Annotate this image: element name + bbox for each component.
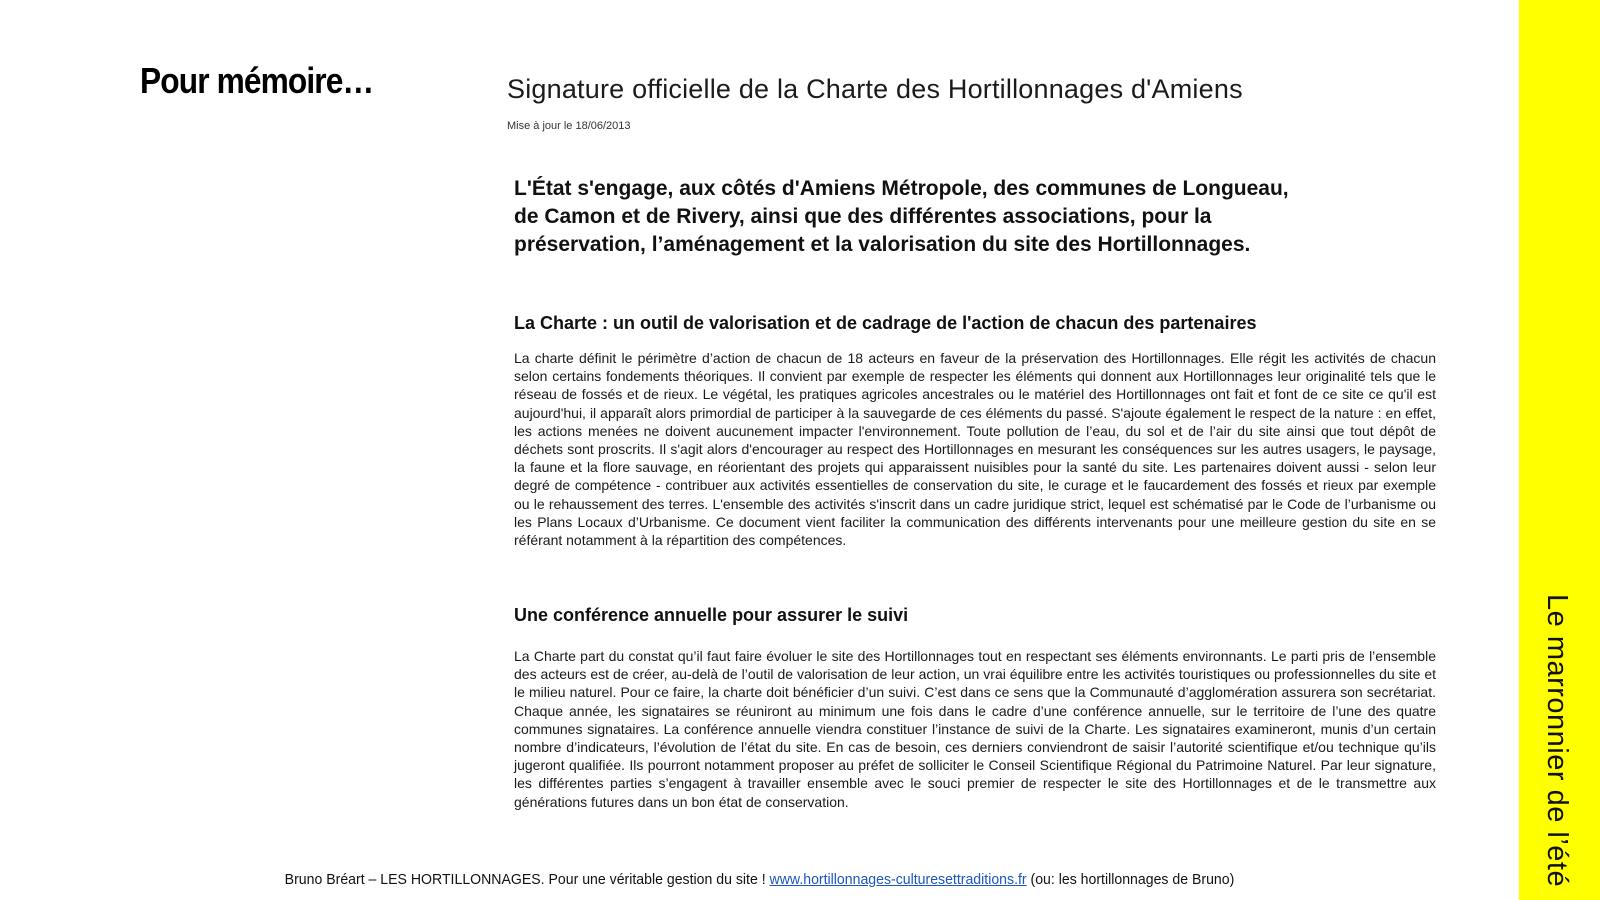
- section-1-title: La Charte : un outil de valorisation et de cadrage de l'action de chacun des partenaires: [514, 313, 1257, 333]
- document-update-date: Mise à jour le 18/06/2013: [507, 120, 631, 132]
- footer-credit: [46, 871, 1474, 888]
- sidebar-label: Le marronnier de l’été: [1541, 594, 1573, 888]
- footer-website-link[interactable]: www.hortillonnages-culturesettraditions.fr: [769, 871, 1027, 888]
- section-2-body: La Charte part du constat qu’il faut faire évoluer le site des Hortillonnages tout en respectant ses éléments environnants. Le parti pris de l’ensemble des acteurs est de créer, au-delà de l’outil de valorisation de leur action, un vrai équilibre entre les activités touristiques ou professionnelles du site et le milieu naturel. Pour ce faire, la charte doit bénéficier d’un suivi. C’est dans ce sens que la Communauté d’agglomération assurera son secrétariat. Chaque année, les signataires se réuniront au minimum une fois dans le cadre d’une conférence annuelle, sur le territoire de l’une des quatre communes signataires. La conférence annuelle viendra constituer l’instance de suivi de la Charte. Les signataires examineront, munis d’un certain nombre d’indicateurs, l’évolution de l’état du site. En cas de besoin, ces derniers conviendront de saisir l’autorité scientifique et/ou technique qu’ils jugeront qualifiée. Ils pourront notamment proposer au préfet de solliciter le Conseil Scientifique Régional du Patrimoine Naturel. Par leur signature, les différentes parties s’engagent à travailler ensemble avec le souci premier de respecter le site des Hortillonnages et de le transmettre aux générations futures dans un bon état de conservation.: [514, 648, 1436, 810]
- document-heading: Signature officielle de la Charte des Hortillonnages d'Amiens: [507, 74, 1243, 104]
- footer-suffix: (ou: les hortillonnages de Bruno): [1026, 871, 1235, 888]
- section-2-title: Une conférence annuelle pour assurer le suivi: [514, 605, 909, 625]
- footer-prefix: Bruno Bréart – LES HORTILLONNAGES. Pour une véritable gestion du site !: [284, 871, 770, 888]
- document-lead-paragraph: L'État s'engage, aux côtés d'Amiens Métropole, des communes de Longueau, de Camon et de Rivery, ainsi que des différentes associations, pour la préservation, l’aménagement et la valorisation du site des Hortillonnages.: [514, 177, 1289, 256]
- section-1-body: La charte définit le périmètre d’action de chacun de 18 acteurs en faveur de la préservation des Hortillonnages. Elle régit les activités de chacun selon certains fondements théoriques. Il convient par exemple de respecter les éléments qui donnent aux Hortillonnages leur originalité tels que le réseau de fossés et de rieux. Le végétal, les pratiques agricoles ancestrales ou le matériel des Hortillonnages ont fait et font de ce site ce qu'il est aujourd'hui, il apparaît alors primordial de participer à la sauvegarde de ces éléments du passé. S'ajoute également le respect de la nature : en effet, les actions menées ne doivent aucunement impacter l'environnement. Toute pollution de l’eau, du sol et de l’air du site ainsi que tout dépôt de déchets sont proscrits. Il s'agit alors d'encourager au respect des Hortillonnages en mesurant les conséquences sur les autres usagers, le paysage, la faune et la flore sauvage, en réorientant des projets qui apparaissent nuisibles pour la santé du site. Les partenaires doivent aussi - selon leur degré de compétence - contribuer aux activités essentielles de conservation du site, le curage et le faucardement des fossés et rieux par exemple ou le rehaussement des terres. L'ensemble des activités s'inscrit dans un cadre juridique strict, lequel est schématisé par le Code de l’urbanisme ou les Plans Locaux d’Urbanisme. Ce document vient faciliter la communication des différents intervenants pour une meilleure gestion du site en se référant notamment à la répartition des compétences.: [514, 350, 1436, 549]
- slide-title: Pour mémoire…: [140, 60, 374, 101]
